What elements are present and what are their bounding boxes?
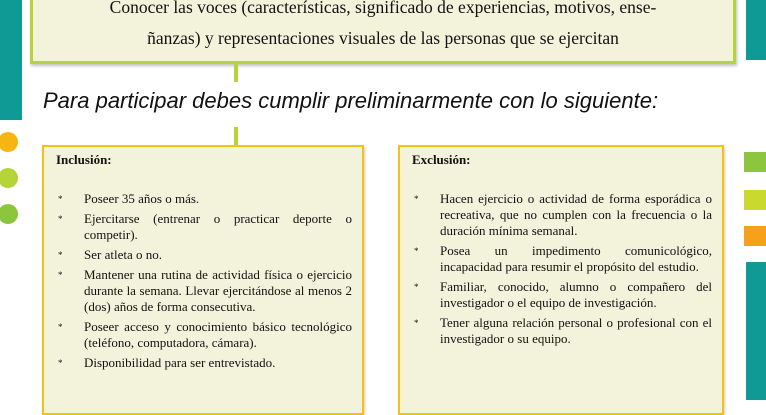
list-item: * Hacen ejercicio o actividad de forma esporádica o recreativa, que no cumplen con la frecuencia o la duración mínima semanal.: [414, 191, 712, 238]
bullet-icon: *: [58, 194, 63, 204]
list-item: * Disponibilidad para ser entrevistado.: [58, 355, 276, 370]
bullet-icon: *: [58, 270, 63, 280]
list-item: * Poseer acceso y conocimiento básico tecnológico (teléfono, computadora, cámara).: [58, 319, 352, 350]
bullet-icon: *: [58, 322, 63, 332]
connector-bottom: [234, 127, 238, 145]
inclusion-title: Inclusión:: [56, 152, 112, 167]
exclusion-list: [412, 191, 712, 347]
list-item: * Ser atleta o no.: [58, 247, 162, 262]
lime-dot: [0, 168, 18, 188]
list-item: * Posea un impedimento comunicológico, incapacidad para resumir el propósito del estudio.: [414, 243, 712, 274]
bullet-icon: *: [58, 250, 63, 260]
objective-line-1: Conocer las voces (características, significado de experiencias, motivos, ense-: [109, 0, 657, 17]
exclusion-title: Exclusión:: [412, 152, 471, 167]
requirements-subtitle: Para participar debes cumplir preliminarmente con lo siguiente:: [43, 88, 659, 113]
exclusion-card: [398, 145, 724, 415]
inclusion-card: [42, 145, 364, 415]
bullet-icon: *: [414, 318, 419, 328]
right-teal-bar-top: [746, 0, 766, 60]
left-teal-bar: [0, 0, 22, 120]
list-item: * Tener alguna relación personal o profesional con el investigador o su equipo.: [414, 315, 712, 346]
list-item: * Poseer 35 años o más.: [58, 191, 200, 206]
green-dot: [0, 204, 18, 224]
bullet-icon: *: [414, 246, 419, 256]
green-square: [744, 152, 766, 172]
bullet-icon: *: [414, 282, 419, 292]
bullet-icon: *: [414, 194, 419, 204]
list-item: * Ejercitarse (entrenar o practicar deporte o competir).: [58, 211, 352, 242]
objective-box: [30, 0, 736, 64]
orange-dot: [0, 132, 18, 152]
list-item: * Familiar, conocido, alumno o compañero del investigador o el equipo de investigación.: [414, 279, 712, 310]
bullet-icon: *: [58, 358, 63, 368]
right-teal-bar-bottom: [746, 262, 766, 400]
bullet-icon: *: [58, 214, 63, 224]
connector-top: [234, 64, 238, 82]
lime-square: [744, 190, 766, 210]
orange-square: [744, 226, 766, 246]
inclusion-list: [56, 191, 352, 371]
list-item: * Mantener una rutina de actividad física o ejercicio durante la semana. Llevar ejercitándose al menos 2 (dos) años de forma consecutiva.: [58, 267, 352, 314]
objective-line-2: ñanzas) y representaciones visuales de las personas que se ejercitan: [147, 28, 619, 48]
